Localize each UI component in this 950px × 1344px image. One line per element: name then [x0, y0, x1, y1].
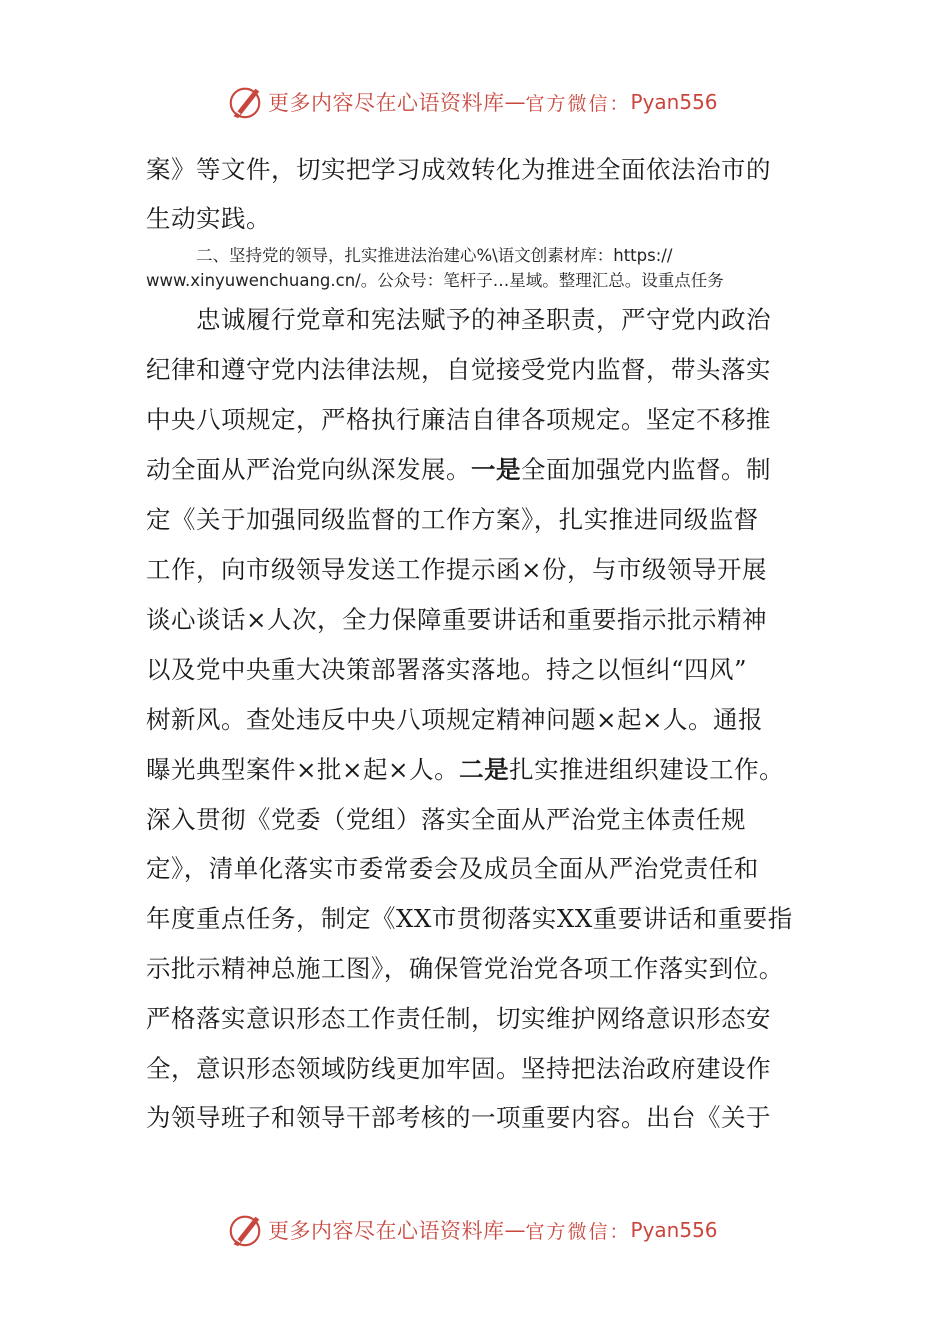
text-line: 案》等文件，切实把学习成效转化为推进全面依法治市的: [146, 155, 771, 184]
watermark-dash: —: [504, 1218, 526, 1242]
bold-marker: 二是: [459, 755, 510, 784]
text-line: 纪律和遵守党内法律法规，自觉接受党内监督，带头落实: [146, 355, 771, 384]
pen-logo-icon: [226, 83, 264, 121]
text-line: 生动实践。: [146, 204, 271, 233]
watermark-wechat-label: 官方微信：: [525, 1220, 631, 1243]
footer-watermark: [226, 1208, 718, 1252]
section-heading-line-2: www.xinyuwenchuang.cn/。公众号：笔杆子…星域。整理汇总。设重点任务: [146, 271, 724, 290]
text-line: 以及党中央重大决策部署落实落地。持之以恒纠“四风”: [146, 655, 748, 684]
text-line: 深入贯彻《党委（党组）落实全面从严治党主体责任规: [146, 805, 746, 834]
text-line: [146, 455, 771, 485]
text-line: 严格落实意识形态工作责任制，切实维护网络意识形态安: [146, 1004, 771, 1033]
watermark-wechat-id: Pyan556: [630, 1218, 718, 1242]
text-run: 扎实推进组织建设工作。: [509, 755, 785, 784]
text-run: 全面加强党内监督。制: [521, 455, 771, 484]
text-line: [146, 755, 784, 785]
text-line: 定《关于加强同级监督的工作方案》，扎实推进同级监督: [146, 505, 759, 534]
text-line: 树新风。查处违反中央八项规定精神问题×起×人。通报: [146, 705, 764, 734]
text-line: 忠诚履行党章和宪法赋予的神圣职责，严守党内政治: [196, 305, 771, 334]
bold-marker: 一是: [471, 455, 521, 484]
text-line: 为领导班子和领导干部考核的一项重要内容。出台《关于: [146, 1103, 771, 1132]
text-line: 中央八项规定，严格执行廉洁自律各项规定。坚定不移推: [146, 405, 771, 434]
watermark-wechat-label: 官方微信：: [525, 92, 631, 115]
watermark-wechat-id: Pyan556: [630, 90, 718, 114]
text-line: 全，意识形态领域防线更加牢固。坚持把法治政府建设作: [146, 1054, 771, 1083]
section-heading-line-1: 二、坚持党的领导，扎实推进法治建心%\语文创素材库：https://: [196, 246, 673, 265]
watermark-text: 更多内容尽在心语资料库: [268, 1219, 505, 1243]
text-line: 定》，清单化落实市委常委会及成员全面从严治党责任和: [146, 854, 759, 883]
watermark-text: 更多内容尽在心语资料库: [268, 91, 505, 115]
text-run: 动全面从严治党向纵深发展。: [146, 455, 471, 484]
text-line: 年度重点任务，制定《XX市贯彻落实XX重要讲话和重要指: [146, 904, 793, 933]
pen-logo-icon: [226, 1211, 264, 1249]
header-watermark: [226, 80, 718, 124]
text-run: 曝光典型案件×批×起×人。: [146, 755, 460, 784]
text-line: 工作，向市级领导发送工作提示函×份，与市级领导开展: [146, 555, 768, 584]
watermark-dash: —: [504, 90, 526, 114]
text-line: 谈心谈话×人次，全力保障重要讲话和重要指示批示精神: [146, 605, 768, 634]
text-line: 示批示精神总施工图》，确保管党治党各项工作落实到位。: [146, 954, 784, 983]
